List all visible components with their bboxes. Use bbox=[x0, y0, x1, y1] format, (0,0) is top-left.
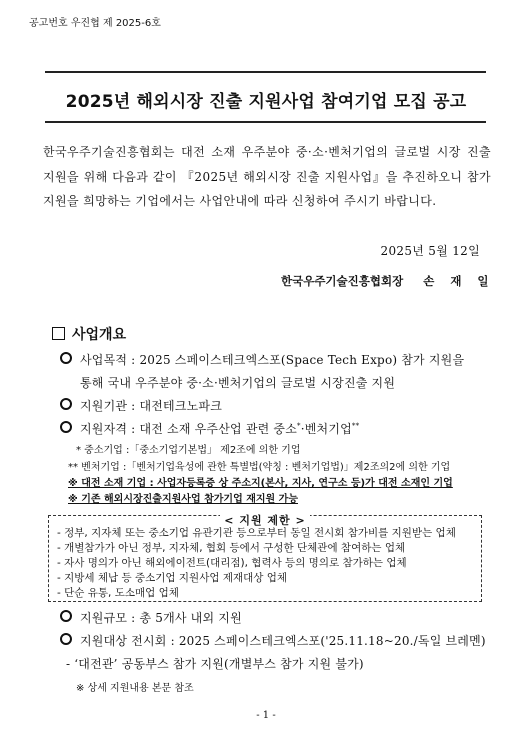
eligibility-venture: ·벤처기업 bbox=[300, 422, 352, 436]
restriction-box bbox=[48, 515, 482, 602]
circle-bullet-icon bbox=[60, 421, 72, 433]
title-bottom-rule bbox=[45, 121, 486, 123]
square-bullet-icon bbox=[52, 327, 65, 340]
note-sme: * 중소기업 :「중소기업기본법」 제2조에 의한 기업 bbox=[76, 445, 301, 456]
restriction-item: - 정부, 지자체 또는 중소기업 유관기관 등으로부터 동일 전시회 참가비를 지원받는 업체 bbox=[57, 527, 456, 539]
scale-item bbox=[60, 609, 242, 626]
scale-text: 지원규모 : 총 5개사 내외 지원 bbox=[80, 611, 242, 625]
signer-organization: 한국우주기술진흥협회장 bbox=[281, 274, 404, 288]
restriction-title: < 지원 제한 > bbox=[49, 509, 481, 528]
venture-footnote-mark: ** bbox=[351, 422, 360, 430]
purpose-item bbox=[60, 351, 464, 368]
title-top-rule bbox=[45, 71, 486, 73]
page-number: - 1 - bbox=[256, 710, 276, 721]
page-title: 2025년 해외시장 진출 지원사업 참여기업 모집 공고 bbox=[65, 92, 467, 112]
eligibility-text: 지원자격 : 대전 소재 우주산업 관련 중소 bbox=[80, 422, 298, 436]
intro-paragraph: 한국우주기술진흥협회는 대전 소재 우주분야 중·소·벤처기업의 글로벌 시장 진출 지원을 위해 다음과 같이 『2025년 해외시장 진출 지원사업』을 추진하오니 참가 지원을 희망하는 기업에서는 사업안내에 따라 신청하여 주시기 바랍니다. bbox=[43, 145, 491, 208]
purpose-line-2: 통해 국내 우주분야 중·소·벤처기업의 글로벌 시장진출 지원 bbox=[80, 376, 396, 390]
agency-item bbox=[60, 397, 222, 414]
circle-bullet-icon bbox=[60, 352, 72, 364]
note-daejeon: ※ 대전 소재 기업 : 사업자등록증 상 주소지(본사, 지사, 연구소 등)가 대전 소재인 기업 bbox=[68, 478, 453, 489]
detail-note: ※ 상세 지원내용 본문 참조 bbox=[76, 683, 194, 694]
signature-line bbox=[281, 273, 495, 289]
note-venture: ** 벤처기업 :「벤처기업육성에 관한 특별법(약칭 : 벤처기업법)」제2조의2에 의한 기업 bbox=[68, 462, 451, 473]
exhibition-text: 지원대상 전시회 : 2025 스페이스테크엑스포('25.11.18~20./독일 브레멘) bbox=[80, 634, 486, 648]
restriction-item: - 단순 유통, 도소매업 업체 bbox=[57, 587, 179, 599]
restriction-item: - 자사 명의가 아닌 해외에이전트(대리점), 협력사 등의 명의로 참가하는 업체 bbox=[57, 557, 407, 569]
circle-bullet-icon bbox=[60, 610, 72, 622]
circle-bullet-icon bbox=[60, 398, 72, 410]
restriction-item: - 지방세 체납 등 중소기업 지원사업 제재대상 업체 bbox=[57, 572, 288, 584]
signer-name: 손 재 일 bbox=[423, 274, 495, 288]
announcement-date: 2025년 5월 12일 bbox=[380, 244, 480, 258]
booth-item: - ‘대전관’ 공동부스 참가 지원(개별부스 참가 지원 불가) bbox=[66, 657, 364, 671]
exhibition-item bbox=[60, 632, 486, 649]
circle-bullet-icon bbox=[60, 633, 72, 645]
purpose-line-1: 사업목적 : 2025 스페이스테크엑스포(Space Tech Expo) 참가 지원을 bbox=[80, 353, 465, 367]
notice-number: 공고번호 우진협 제 2025-6호 bbox=[29, 18, 161, 29]
restriction-item: - 개별참가가 아닌 정부, 지자체, 협회 등에서 구성한 단체관에 참여하는 업체 bbox=[57, 542, 406, 554]
section-heading bbox=[52, 324, 126, 344]
agency-text: 지원기관 : 대전테크노파크 bbox=[80, 399, 222, 413]
section-title: 사업개요 bbox=[72, 327, 127, 343]
eligibility-item bbox=[60, 420, 359, 437]
sme-footnote-mark: * bbox=[297, 422, 301, 430]
note-rejoin: ※ 기존 해외시장진출지원사업 참가기업 재지원 가능 bbox=[68, 494, 298, 505]
